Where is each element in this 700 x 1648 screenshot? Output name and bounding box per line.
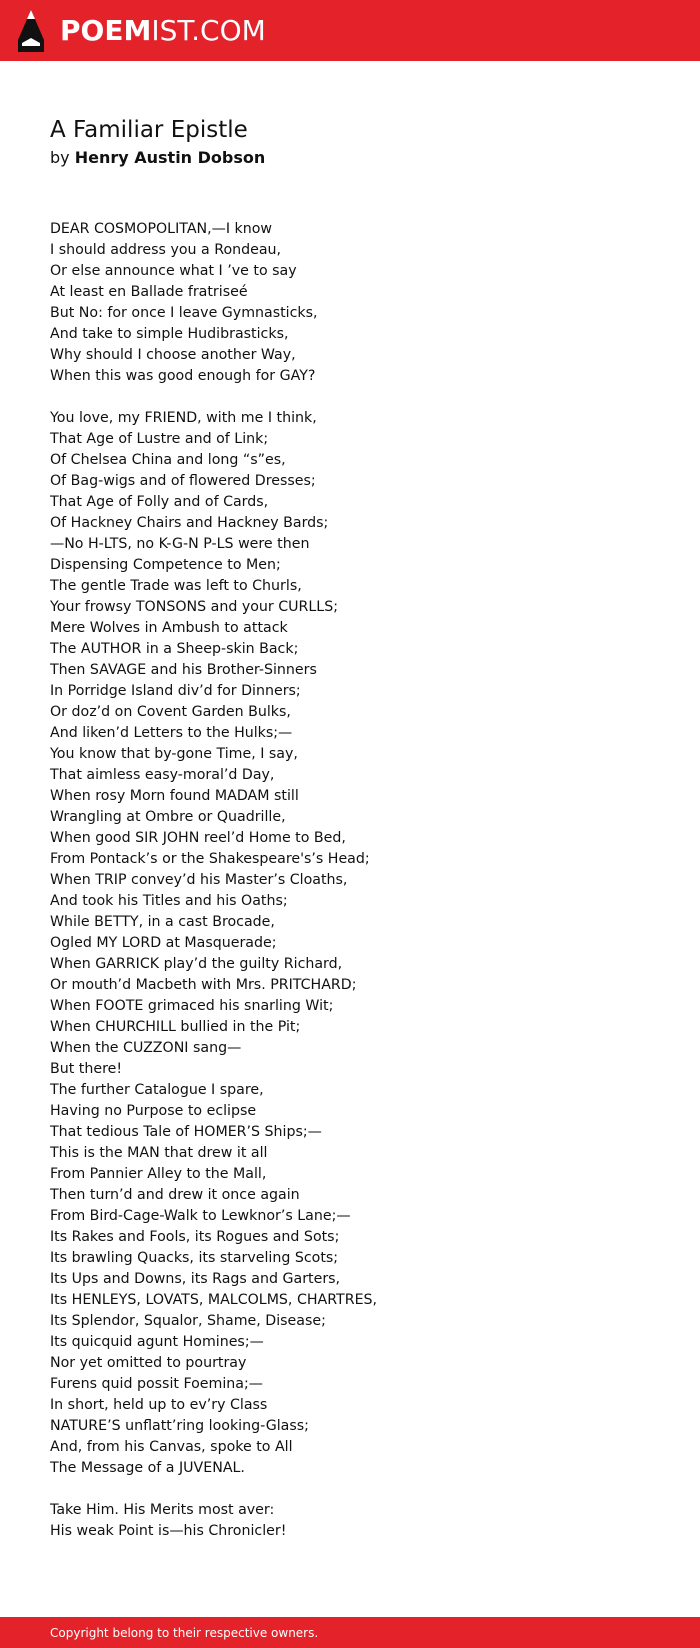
poem-line: Then SAVAGE and his Brother-Sinners bbox=[50, 662, 317, 678]
site-logo-text: POEMIST.COM bbox=[60, 14, 266, 47]
site-footer bbox=[0, 1617, 700, 1648]
poem-line: But No: for once I leave Gymnasticks, bbox=[50, 305, 318, 321]
poem-line: The Message of a JUVENAL. bbox=[50, 1460, 245, 1476]
poem-line: —No H-LTS, no K-G-N P-LS were then bbox=[50, 536, 310, 552]
poem-line: When CHURCHILL bullied in the Pit; bbox=[50, 1019, 301, 1035]
poem-line: You love, my FRIEND, with me I think, bbox=[50, 410, 317, 426]
poem-line: When good SIR JOHN reel’d Home to Bed, bbox=[50, 830, 346, 846]
poem-line: That Age of Lustre and of Link; bbox=[50, 431, 269, 447]
by-label: by bbox=[50, 148, 70, 167]
poem-line: When rosy Morn found MADAM still bbox=[50, 788, 299, 804]
poem-line: At least en Ballade fratriseé bbox=[50, 284, 248, 300]
poem-line: Furens quid possit Foemina;— bbox=[50, 1376, 263, 1392]
poem-line: When TRIP convey’d his Master’s Cloaths, bbox=[50, 872, 348, 888]
poem-line: And take to simple Hudibrasticks, bbox=[50, 326, 289, 342]
poem-line: Its HENLEYS, LOVATS, MALCOLMS, CHARTRES, bbox=[50, 1292, 378, 1308]
poem-line: From Pannier Alley to the Mall, bbox=[50, 1166, 267, 1182]
poem-line: When this was good enough for GAY? bbox=[50, 368, 316, 384]
poem-line: Or mouth’d Macbeth with Mrs. PRITCHARD; bbox=[50, 977, 357, 993]
poem-title: A Familiar Epistle bbox=[50, 117, 248, 143]
poem-line: You know that by-gone Time, I say, bbox=[50, 746, 298, 762]
poem-line: Or else announce what I ’ve to say bbox=[50, 263, 297, 279]
poem-line: Of Hackney Chairs and Hackney Bards; bbox=[50, 515, 329, 531]
poem-line: This is the MAN that drew it all bbox=[50, 1145, 268, 1161]
poem-line: When the CUZZONI sang— bbox=[50, 1040, 242, 1056]
poem-line: In Porridge Island div’d for Dinners; bbox=[50, 683, 301, 699]
poem-line: Its Ups and Downs, its Rags and Garters, bbox=[50, 1271, 341, 1287]
poem-content bbox=[50, 114, 650, 1563]
poem-line: Of Chelsea China and long “s”es, bbox=[50, 452, 286, 468]
poem-line: And liken’d Letters to the Hulks;— bbox=[50, 725, 293, 741]
poem-line: The further Catalogue I spare, bbox=[50, 1082, 264, 1098]
poem-line: That aimless easy-moral’d Day, bbox=[50, 767, 275, 783]
poem-line: Dispensing Competence to Men; bbox=[50, 557, 281, 573]
poem-line: Take Him. His Merits most aver: bbox=[50, 1502, 275, 1518]
poem-line: Mere Wolves in Ambush to attack bbox=[50, 620, 288, 636]
poem-byline bbox=[50, 147, 650, 169]
poem-line: Your frowsy TONSONS and your CURLLS; bbox=[50, 599, 338, 615]
poem-line: Wrangling at Ombre or Quadrille, bbox=[50, 809, 286, 825]
poem-line: And took his Titles and his Oaths; bbox=[50, 893, 288, 909]
poem-line: When GARRICK play’d the guilty Richard, bbox=[50, 956, 343, 972]
poem-line: NATURE’S unflatt’ring looking-Glass; bbox=[50, 1418, 309, 1434]
poem-line: Ogled MY LORD at Masquerade; bbox=[50, 935, 277, 951]
stanza bbox=[50, 219, 650, 387]
site-header bbox=[0, 0, 700, 61]
poem-line: The gentle Trade was left to Churls, bbox=[50, 578, 302, 594]
poem-line: Nor yet omitted to pourtray bbox=[50, 1355, 247, 1371]
poem-line: I should address you a Rondeau, bbox=[50, 242, 282, 258]
copyright-notice: Copyright belong to their respective owners. bbox=[50, 1626, 319, 1640]
poem-line: Its Rakes and Fools, its Rogues and Sots; bbox=[50, 1229, 340, 1245]
poem-line: Its Splendor, Squalor, Shame, Disease; bbox=[50, 1313, 326, 1329]
pencil-tip-icon bbox=[18, 10, 44, 52]
poem-line: And, from his Canvas, spoke to All bbox=[50, 1439, 293, 1455]
poem-line: From Bird-Cage-Walk to Lewknor’s Lane;— bbox=[50, 1208, 351, 1224]
poem-line: Its brawling Quacks, its starveling Scots; bbox=[50, 1250, 339, 1266]
poem-line: His weak Point is—his Chronicler! bbox=[50, 1523, 287, 1539]
poem-line: Why should I choose another Way, bbox=[50, 347, 296, 363]
poem-line: The AUTHOR in a Sheep-skin Back; bbox=[50, 641, 299, 657]
poem-line: Its quicquid agunt Homines;— bbox=[50, 1334, 264, 1350]
poem-line: DEAR COSMOPOLITAN,—I know bbox=[50, 221, 273, 237]
poem-line: Having no Purpose to eclipse bbox=[50, 1103, 257, 1119]
site-logo-link[interactable] bbox=[18, 10, 266, 52]
poem-body bbox=[50, 219, 650, 1542]
stanza bbox=[50, 408, 650, 1479]
poem-line: Of Bag-wigs and of flowered Dresses; bbox=[50, 473, 316, 489]
poem-author[interactable]: Henry Austin Dobson bbox=[74, 148, 266, 167]
poem-line: Then turn’d and drew it once again bbox=[50, 1187, 300, 1203]
poem-line: That Age of Folly and of Cards, bbox=[50, 494, 269, 510]
poem-line: But there! bbox=[50, 1061, 123, 1077]
poem-line: When FOOTE grimaced his snarling Wit; bbox=[50, 998, 334, 1014]
poem-line: From Pontack’s or the Shakespeare's’s Head; bbox=[50, 851, 370, 867]
poem-line: While BETTY, in a cast Brocade, bbox=[50, 914, 275, 930]
poem-line: That tedious Tale of HOMER’S Ships;— bbox=[50, 1124, 322, 1140]
poem-line: In short, held up to ev’ry Class bbox=[50, 1397, 268, 1413]
poem-line: Or doz’d on Covent Garden Bulks, bbox=[50, 704, 291, 720]
stanza bbox=[50, 1500, 650, 1542]
